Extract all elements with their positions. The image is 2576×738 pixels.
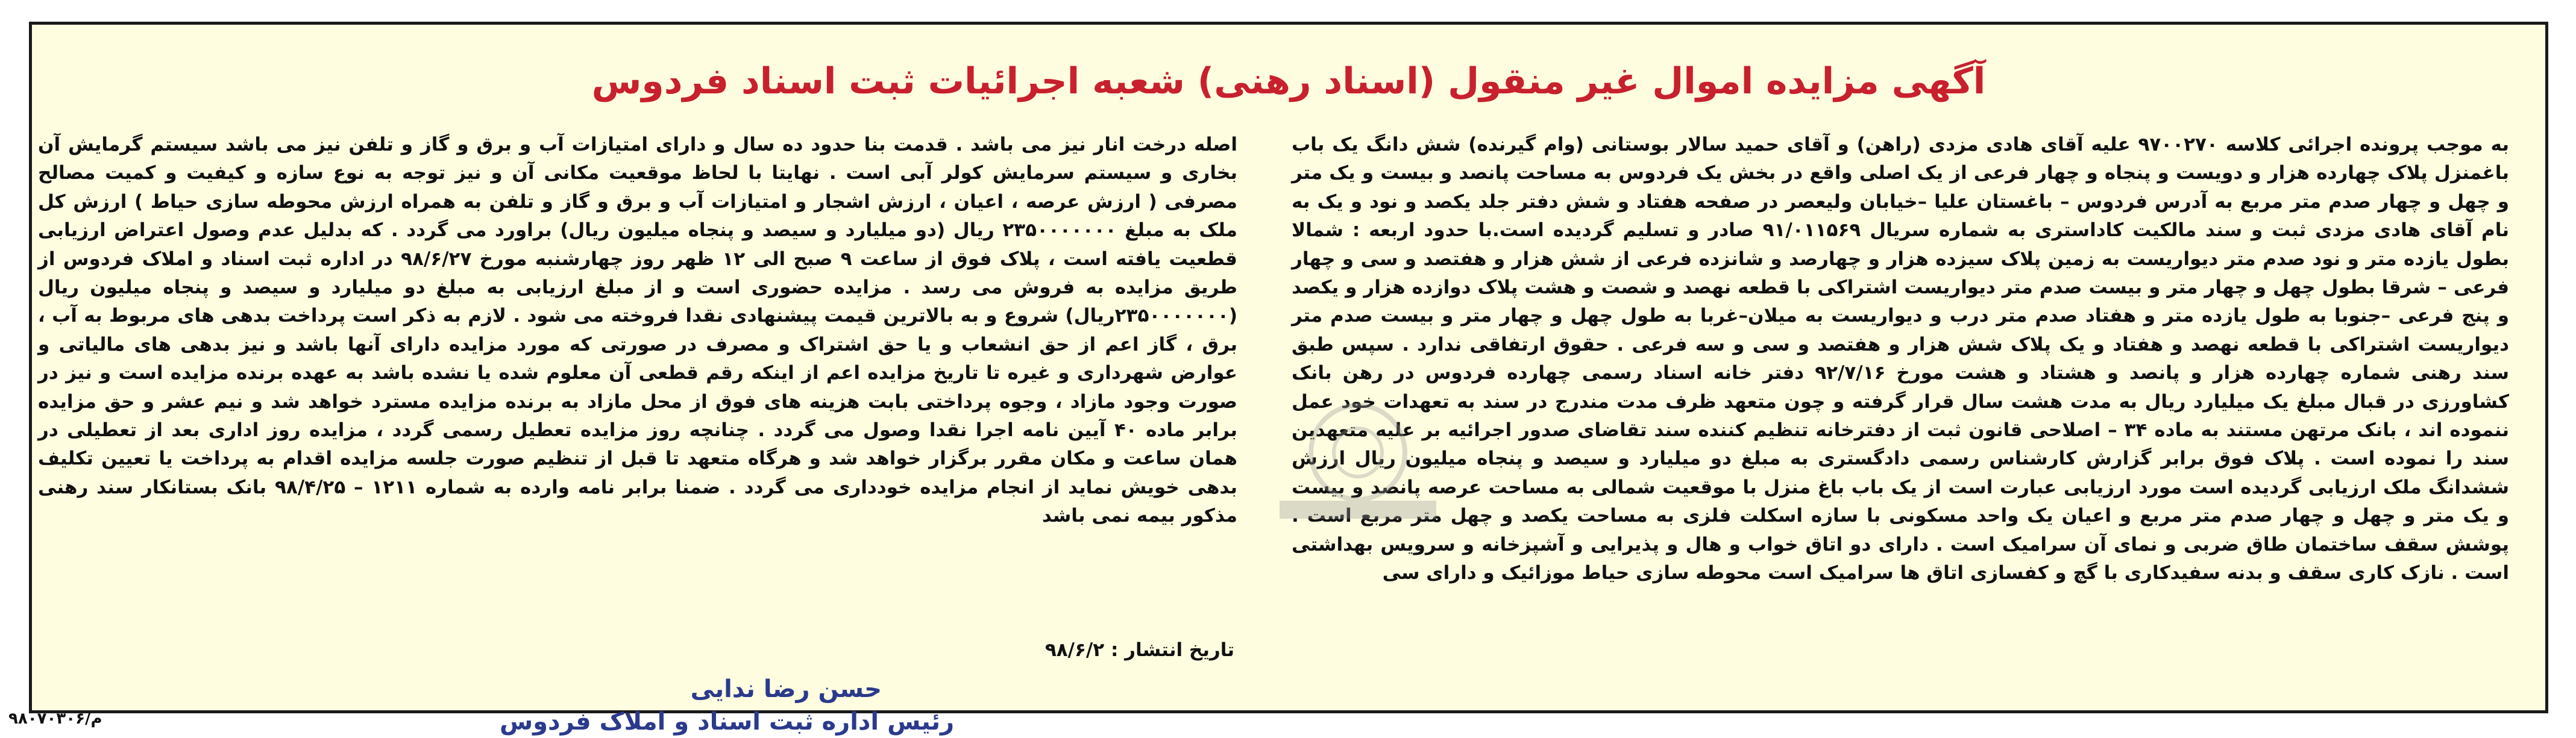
ad-title: آگهی مزایده اموال غیر منقول (اسناد رهنی) شعبه اجرائیات ثبت اسناد فردوس	[591, 60, 1986, 102]
signer-name: حسن رضا ندایی	[690, 675, 882, 703]
ad-body-left-column: اصله درخت انار نیز می باشد . قدمت بنا حدود ده سال و دارای امتیازات آب و برق و گاز و تلفن نیز می باشد سیستم گرمایش آن بخاری و سیستم سرمایش کولر آبی است . نهایتا با لحاظ موقعیت مکانی آن و نیز توجه به نوع سازه و کیفیت و کمیت مصالح مصرفی ( ارزش عرصه ، اعیان ، ارزش اشجار و امتیازات آب و برق و گاز و تلفن به همراه ارزش محوطه سازی حیاط ) ارزش کل ملک به مبلغ ۲۳۵۰۰۰۰۰۰۰ ریال (دو میلیارد و سیصد و پنجاه میلیون ریال) براورد می گردد . که بدلیل عدم وصول اعتراض ارزیابی قطعیت یافته است ، پلاک فوق از ساعت ۹ صبح الی ۱۲ ظهر روز چهارشنبه مورخ ۹۸/۶/۲۷ در اداره ثبت اسناد و املاک فردوس از طریق مزایده به فروش می رسد . مزایده حضوری است و از مبلغ ارزیابی به مبلغ دو میلیارد و سیصد و پنجاه میلیون ریال (۲۳۵۰۰۰۰۰۰۰ریال) شروع و به بالاترین قیمت پیشنهادی نقدا فروخته می شود . لازم به ذکر است پرداخت بدهی های مربوط به آب ، برق ، گاز اعم از حق انشعاب و یا حق اشتراک و مصرف در صورتی که مورد مزایده دارای آنها باشد و نیز بدهی های مالیاتی و عوارض شهرداری و غیره تا تاریخ مزایده اعم از اینکه رقم قطعی آن معلوم شده یا نشده باشد به عهده برنده مزایده است و نیز در صورت وجود مازاد ، وجوه پرداختی بابت هزینه های فوق از محل مازاد به برنده مزایده مسترد خواهد شد و نیم عشر و حق مزایده برابر ماده ۴۰ آیین نامه اجرا نقدا وصول می گردد . چنانچه روز مزایده تعطیل رسمی گردد ، مزایده روز اداری بعد از تعطیلی در همان ساعت و مکان مقرر برگزار خواهد شد و هرگاه متعهد تا قبل از تنظیم صورت جلسه مزایده اقدام به پرداخت یا تعیین تکلیف بدهی خویش نماید از انجام مزایده خودداری می گردد . ضمنا برابر نامه وارده به شماره ۱۲۱۱ – ۹۸/۴/۲۵ بانک بستانکار سند رهنی مذکور بیمه نمی باشد	[38, 134, 1237, 527]
signer-title: رئیس اداره ثبت اسناد و املاک فردوس	[499, 708, 954, 736]
ad-body-right-column: به موجب پرونده اجرائی کلاسه ۹۷۰۰۲۷۰ علیه آقای هادی مزدی (راهن) و آقای حمید سالار بوستانی (وام گیرنده) شش دانگ یک باب باغمنزل پلاک چهارده هزار و دویست و پنجاه و چهار فرعی از یک اصلی واقع در بخش یک فردوس به مساحت پانصد و بیست و یک متر و چهل و چهار صدم متر مربع به آدرس فردوس – باغستان علیا –خیابان ولیعصر در صفحه هفتاد و شش دفتر جلد یکصد و نود و یک به نام آقای هادی مزدی ثبت و سند مالکیت کاداستری به شماره سریال ۹۱/۰۱۱۵۶۹ صادر و تسلیم گردیده است.با حدود اربعه : شمالا بطول یازده متر و نود صدم متر دیواریست به زمین پلاک سیزده هزار و چهارصد و شانزده فرعی از شش هزار و هفتصد و سی و چهار فرعی – شرقا بطول چهل و چهار متر و بیست صدم متر دیواریست اشتراکی با قطعه نهصد و شصت و هشت پلاک دوازده هزار و یکصد و پنج فرعی –جنوبا به طول یازده متر و هفتاد صدم متر درب و دیواریست به میلان–غربا به طول چهل و چهار متر و بیست صدم متر دیواریست اشتراکی با قطعه نهصد و هفتاد و یک پلاک شش هزار و هفتصد و سی و سه فرعی . حقوق ارتفاقی ندارد . سپس طبق سند رهنی شماره چهارده هزار و پانصد و هشتاد و هشت مورخ ۹۲/۷/۱۶ دفتر خانه اسناد رسمی چهارده فردوس در رهن بانک کشاورزی در قبال مبلغ یک میلیارد ریال به مدت هشت سال قرار گرفته و چون متعهد ظرف مدت مندرج در سند به تعهدات خود عمل ننموده اند ، بانک مرتهن مستند به ماده ۳۴ – اصلاحی قانون ثبت از دفترخانه تنظیم کننده سند تقاضای صدور اجرائیه بر علیه متعهدین سند را نموده است . پلاک فوق برابر گزارش کارشناس رسمی دادگستری به مبلغ دو میلیارد و سیصد و پنجاه میلیون ریال ارزش ششدانگ ملک ارزیابی گردیده است مورد ارزیابی عبارت است از یک باب باغ منزل با موقعیت شمالی به مساحت عرصه پانصد و بیست و یک متر و چهل و چهار صدم متر مربع و اعیان یک واحد مسکونی با سازه اسکلت فلزی به مساحت یکصد و چهل متر مربع است . پوشش سقف ساختمان طاق ضربی و نمای آن سرامیک است . دارای دو اتاق خواب و هال و پذیرایی و آشپزخانه و سرویس بهداشتی است . نازک کاری سقف و بدنه سفیدکاری با گچ و کفسازی اتاق ها سرامیک است محوطه سازی حیاط موزائیک و دارای سی	[1292, 134, 2509, 584]
publish-date: تاریخ انتشار : ۹۸/۶/۲	[1045, 639, 1234, 661]
ad-code: م/۹۸۰۷۰۳۰۶	[8, 710, 102, 728]
parsnamaddata-watermark-icon	[1268, 386, 1448, 531]
